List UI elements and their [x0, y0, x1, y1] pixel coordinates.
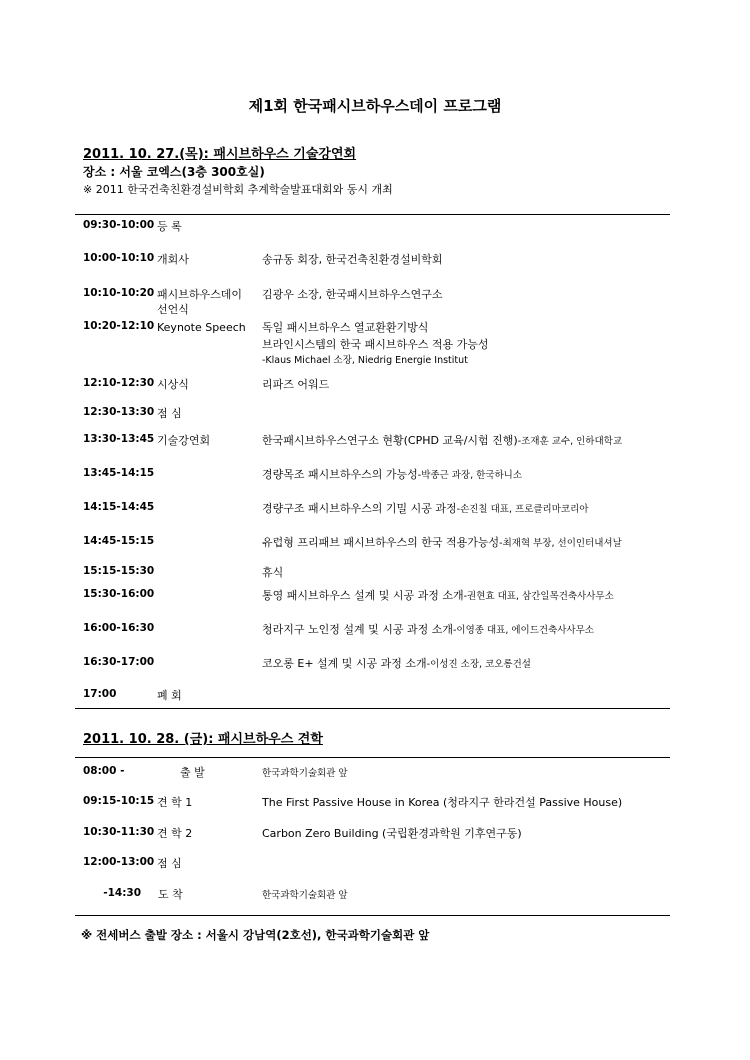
schedule-detail	[262, 587, 614, 605]
schedule-time: 15:30-16:00	[83, 588, 155, 600]
talk-speaker: -조재훈 교수, 인하대학교	[517, 436, 622, 447]
talk-title: 코오롱 E+ 설계 및 시공 과정 소개	[262, 657, 427, 670]
talk-speaker: -이성진 소장, 코오롱건설	[426, 659, 531, 670]
schedule-time: 17:00	[83, 688, 117, 700]
talk-title: 유럽형 프리패브 패시브하우스의 한국 적용가능성	[262, 536, 500, 549]
talk-title: 경량목조 패시브하우스의 가능성	[262, 468, 418, 481]
schedule-label: 견 학 2	[157, 827, 193, 840]
schedule-detail: 휴식	[262, 566, 284, 579]
schedule-time: 08:00 -	[83, 765, 125, 777]
schedule-label: 점 심	[157, 407, 182, 420]
talk-title: 통영 패시브하우스 설계 및 시공 과정 소개	[262, 589, 464, 602]
schedule-detail: 김광우 소장, 한국패시브하우스연구소	[262, 288, 443, 301]
schedule-time: 10:00-10:10	[83, 252, 155, 264]
talk-title: 경량구조 패시브하우스의 기밀 시공 과정	[262, 502, 457, 515]
schedule-time: 13:45-14:15	[83, 467, 155, 479]
schedule-time: 14:15-14:45	[83, 501, 155, 513]
schedule-detail	[262, 655, 531, 673]
schedule-time: 12:00-13:00	[83, 856, 155, 868]
day1-note: ※ 2011 한국건축친환경설비학회 추계학술발표대회와 동시 개최	[83, 183, 393, 196]
schedule-detail: 한국과학기술회관 앞	[262, 890, 348, 901]
schedule-label: 출 발	[180, 766, 205, 779]
talk-title: 한국패시브하우스연구소 현황(CPHD 교육/시험 진행)	[262, 434, 518, 447]
schedule-detail: 리파즈 어워드	[262, 378, 330, 391]
day1-venue: 장소 : 서울 코엑스(3층 300호실)	[83, 165, 265, 179]
schedule-detail: The First Passive House in Korea (청라지구 한라건설 Passive House)	[262, 796, 623, 809]
schedule-label: 선언식	[157, 303, 189, 316]
talk-speaker: -박종근 과장, 한국하니소	[417, 470, 523, 481]
day2-heading: 2011. 10. 28. (금): 패시브하우스 견학	[83, 732, 323, 747]
schedule-detail: 브라인시스템의 한국 패시브하우스 적용 가능성	[262, 338, 489, 351]
schedule-detail	[262, 500, 588, 518]
schedule-label: Keynote Speech	[157, 321, 246, 334]
schedule-detail: 한국과학기술회관 앞	[262, 768, 348, 779]
schedule-time: 13:30-13:45	[83, 433, 155, 445]
schedule-time: 14:45-15:15	[83, 535, 155, 547]
schedule-speaker: -Klaus Michael 소장, Niedrig Energie Institut	[262, 355, 468, 366]
talk-speaker: -권현효 대표, 삼간일목건축사사무소	[463, 591, 614, 602]
page-title: 제1회 한국패시브하우스데이 프로그램	[248, 97, 502, 115]
schedule-label: 점 심	[157, 857, 182, 870]
schedule-time: 10:20-12:10	[83, 320, 155, 332]
schedule-time: 12:30-13:30	[83, 406, 155, 418]
talk-speaker: -손진칠 대표, 프로클리마코리아	[456, 504, 589, 515]
schedule-label: 견 학 1	[157, 796, 193, 809]
schedule-time: 10:30-11:30	[83, 826, 155, 838]
schedule-detail: 송규동 회장, 한국건축친환경설비학회	[262, 253, 443, 266]
schedule-label: 등 록	[157, 220, 182, 233]
divider	[75, 214, 670, 215]
schedule-time: 09:30-10:00	[83, 219, 155, 231]
schedule-detail: Carbon Zero Building (국립환경과학원 기후연구동)	[262, 827, 522, 840]
talk-title: 청라지구 노인정 설계 및 시공 과정 소개	[262, 623, 453, 636]
schedule-time: -14:30	[103, 887, 141, 899]
schedule-label: 개회사	[157, 253, 189, 266]
divider	[75, 757, 670, 758]
schedule-detail	[262, 534, 622, 552]
divider	[75, 708, 670, 709]
schedule-label: 시상식	[157, 378, 189, 391]
talk-speaker: -이영종 대표, 에이드건축사사무소	[453, 625, 594, 636]
schedule-label: 기술강연회	[157, 434, 211, 447]
schedule-detail	[262, 432, 622, 450]
schedule-time: 09:15-10:15	[83, 795, 155, 807]
schedule-label: 도 착	[158, 888, 183, 901]
schedule-time: 16:00-16:30	[83, 622, 155, 634]
schedule-label: 폐 회	[157, 689, 182, 702]
schedule-detail	[262, 466, 522, 484]
divider	[75, 915, 670, 916]
bus-departure-note: ※ 전세버스 출발 장소 : 서울시 강남역(2호선), 한국과학기술회관 앞	[81, 928, 430, 942]
schedule-label: 패시브하우스데이	[157, 288, 243, 301]
schedule-time: 10:10-10:20	[83, 287, 155, 299]
schedule-time: 15:15-15:30	[83, 565, 155, 577]
schedule-detail: 독일 패시브하우스 열교환환기방식	[262, 321, 429, 334]
schedule-time: 12:10-12:30	[83, 377, 155, 389]
talk-speaker: -최재혁 부장, 선이인터내셔날	[499, 538, 622, 549]
schedule-time: 16:30-17:00	[83, 656, 155, 668]
day1-heading: 2011. 10. 27.(목): 패시브하우스 기술강연회	[83, 147, 357, 162]
schedule-detail	[262, 621, 594, 639]
